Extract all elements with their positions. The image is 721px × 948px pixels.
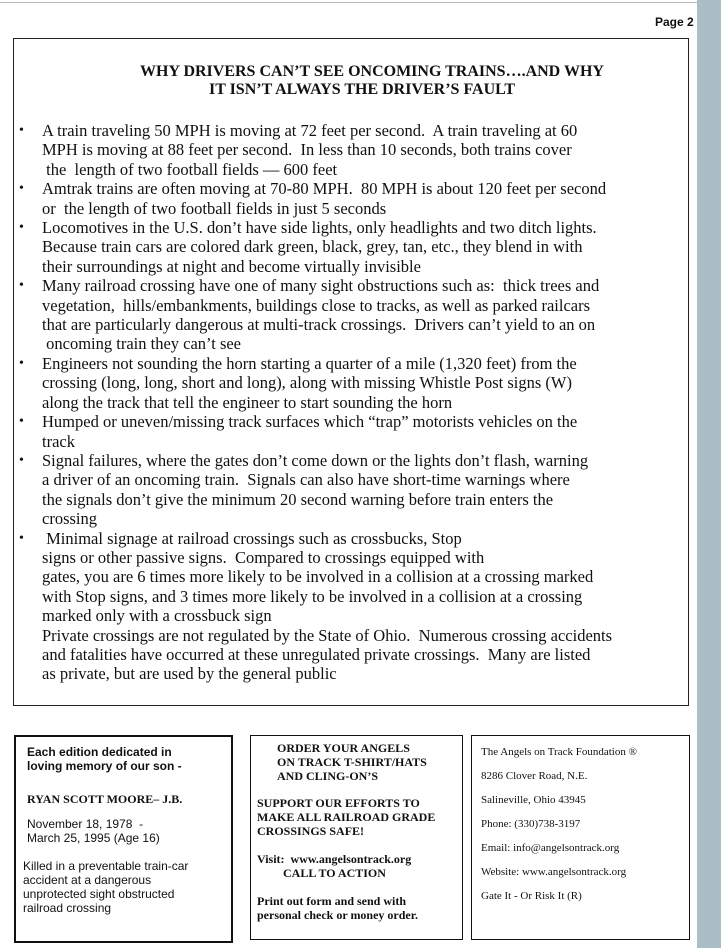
bullet-line: A train traveling 50 MPH is moving at 72 feet per second. A train traveling at 60 <box>42 121 578 140</box>
bullet-item <box>14 354 690 412</box>
phone-number: Phone: (330)738-3197 <box>481 818 581 830</box>
memorial-text-line: railroad crossing <box>23 901 112 915</box>
website-link[interactable]: Website: www.angelsontrack.org <box>481 866 627 878</box>
bullet-item <box>14 276 690 354</box>
bullet-line: track <box>42 431 75 451</box>
closing-line: and fatalities have occurred at these unregulated private crossings. Many are listed <box>42 644 591 664</box>
bullet-line: Many railroad crossing have one of many sight obstructions such as: thick trees and <box>42 276 600 296</box>
bullet-line: Signal failures, where the gates don’t come down or the lights don’t flash, warning <box>42 450 589 470</box>
article-box <box>13 38 689 706</box>
article-title-line-2: IT ISN’T ALWAYS THE DRIVER’S FAULT <box>208 81 516 98</box>
bullet-line: marked only with a crossbuck sign <box>42 606 272 626</box>
memorial-date-line: November 18, 1978 - <box>27 817 144 831</box>
visit-text <box>257 852 411 880</box>
org-name: The Angels on Track Foundation ® <box>481 746 637 758</box>
article-title-line-1: WHY DRIVERS CAN’T SEE ONCOMING TRAINS….AND WHY <box>140 63 604 80</box>
bullet-line: oncoming train they can’t see <box>42 334 242 354</box>
bullet-line: Amtrak trains are often moving at 70-80 MPH. 80 MPH is about 120 feet per second <box>42 179 607 199</box>
order-heading-line: ON TRACK T-SHIRT/HATS <box>277 755 427 769</box>
memorial-text-line: Killed in a preventable train-car <box>23 859 189 873</box>
order-box <box>250 735 463 940</box>
closing-line: Private crossings are not regulated by the State of Ohio. Numerous crossing accidents <box>42 625 613 645</box>
memorial-text-line: unprotected sight obstructed <box>23 887 175 901</box>
support-line: SUPPORT OUR EFFORTS TO <box>257 796 420 810</box>
memorial-heading-line: loving memory of our son - <box>27 759 182 773</box>
bullet-dot-icon: • <box>19 220 24 236</box>
bullet-line: along the track that tell the engineer to start sounding the horn <box>42 392 453 412</box>
bullet-line: with Stop signs, and 3 times more likely to be involved in a collision at a crossing <box>42 586 583 606</box>
bullet-dot-icon: • <box>19 123 24 138</box>
bullet-list <box>14 121 690 684</box>
bullet-dot-icon: • <box>19 355 24 371</box>
bullet-line: Humped or uneven/missing track surfaces which “trap” motorists vehicles on the <box>42 412 578 432</box>
bullet-dot-icon: • <box>19 414 24 430</box>
city-address: Salineville, Ohio 43945 <box>481 794 586 806</box>
bullet-line: Engineers not sounding the horn starting a quarter of a mile (1,320 feet) from the <box>42 353 577 373</box>
bullet-line: or the length of two football fields in just 5 seconds <box>42 198 387 218</box>
order-heading <box>277 741 427 783</box>
bullet-line: the signals don’t give the minimum 20 second warning before train enters the <box>42 489 554 509</box>
support-line: MAKE ALL RAILROAD GRADE <box>257 810 436 824</box>
page-number: Page 2 <box>655 15 694 29</box>
memorial-date-line: March 25, 1995 (Age 16) <box>27 831 160 845</box>
bullet-item <box>14 218 690 276</box>
bullet-dot-icon: • <box>19 278 24 294</box>
bullet-line: vegetation, hills/embankments, buildings close to tracks, as well as parked railcars <box>42 295 591 315</box>
bullet-line: signs or other passive signs. Compared to crossings equipped with <box>42 547 485 567</box>
closing-paragraph <box>14 626 690 684</box>
closing-line: as private, but are used by the general public <box>42 664 337 684</box>
memorial-text-line: accident at a dangerous <box>23 873 152 887</box>
bullet-dot-icon: • <box>19 452 24 468</box>
top-rule <box>0 2 697 3</box>
side-color-bar <box>697 0 721 948</box>
bullet-line: their surroundings at night and become virtually invisible <box>42 256 421 276</box>
memorial-heading-line: Each edition dedicated in <box>27 745 172 759</box>
bullet-dot-icon: • <box>19 181 24 197</box>
print-line: personal check or money order. <box>257 908 418 922</box>
support-line: CROSSINGS SAFE! <box>257 824 365 838</box>
order-heading-line: AND CLING-ON’S <box>277 769 379 783</box>
memorial-box <box>14 735 233 943</box>
bullet-line: Locomotives in the U.S. don’t have side lights, only headlights and two ditch lights. <box>42 218 597 238</box>
street-address: 8286 Clover Road, N.E. <box>481 770 588 782</box>
bullet-line: Because train cars are colored dark green, black, grey, tan, etc., they blend in with <box>42 237 583 257</box>
bullet-item <box>14 412 690 451</box>
bullet-item <box>14 529 690 626</box>
bullet-dot-icon: • <box>19 530 24 546</box>
contact-box <box>471 735 690 940</box>
bullet-line: crossing <box>42 509 97 529</box>
call-to-action: CALL TO ACTION <box>283 866 386 880</box>
bullet-item <box>14 451 690 529</box>
memorial-name: RYAN SCOTT MOORE– J.B. <box>27 792 183 806</box>
print-line: Print out form and send with <box>257 894 407 908</box>
bullet-line: gates, you are 6 times more likely to be involved in a collision at a crossing marked <box>42 567 594 587</box>
memorial-heading <box>27 745 182 773</box>
bullet-line: MPH is moving at 88 feet per second. In less than 10 seconds, both trains cover <box>42 140 572 160</box>
order-heading-line: ORDER YOUR ANGELS <box>277 741 410 755</box>
print-text <box>257 894 418 922</box>
bullet-line: Minimal signage at railroad crossings such as crossbucks, Stop <box>42 528 462 548</box>
bullet-line: the length of two football fields — 600 feet <box>42 159 338 179</box>
bullet-item <box>14 179 690 218</box>
bullet-line: crossing (long, long, short and long), along with missing Whistle Post signs (W) <box>42 373 572 393</box>
support-text <box>257 796 435 838</box>
memorial-text <box>23 859 223 915</box>
email-address[interactable]: Email: info@angelsontrack.org <box>481 842 620 854</box>
bullet-item <box>14 121 690 179</box>
slogan: Gate It - Or Risk It (R) <box>481 890 582 902</box>
memorial-dates <box>27 817 160 845</box>
visit-line[interactable]: Visit: www.angelsontrack.org <box>257 852 412 866</box>
bullet-line: a driver of an oncoming train. Signals can also have short-time warnings where <box>42 470 570 490</box>
bullet-line: that are particularly dangerous at multi-track crossings. Drivers can’t yield to an on <box>42 315 596 335</box>
article-title <box>14 63 690 99</box>
